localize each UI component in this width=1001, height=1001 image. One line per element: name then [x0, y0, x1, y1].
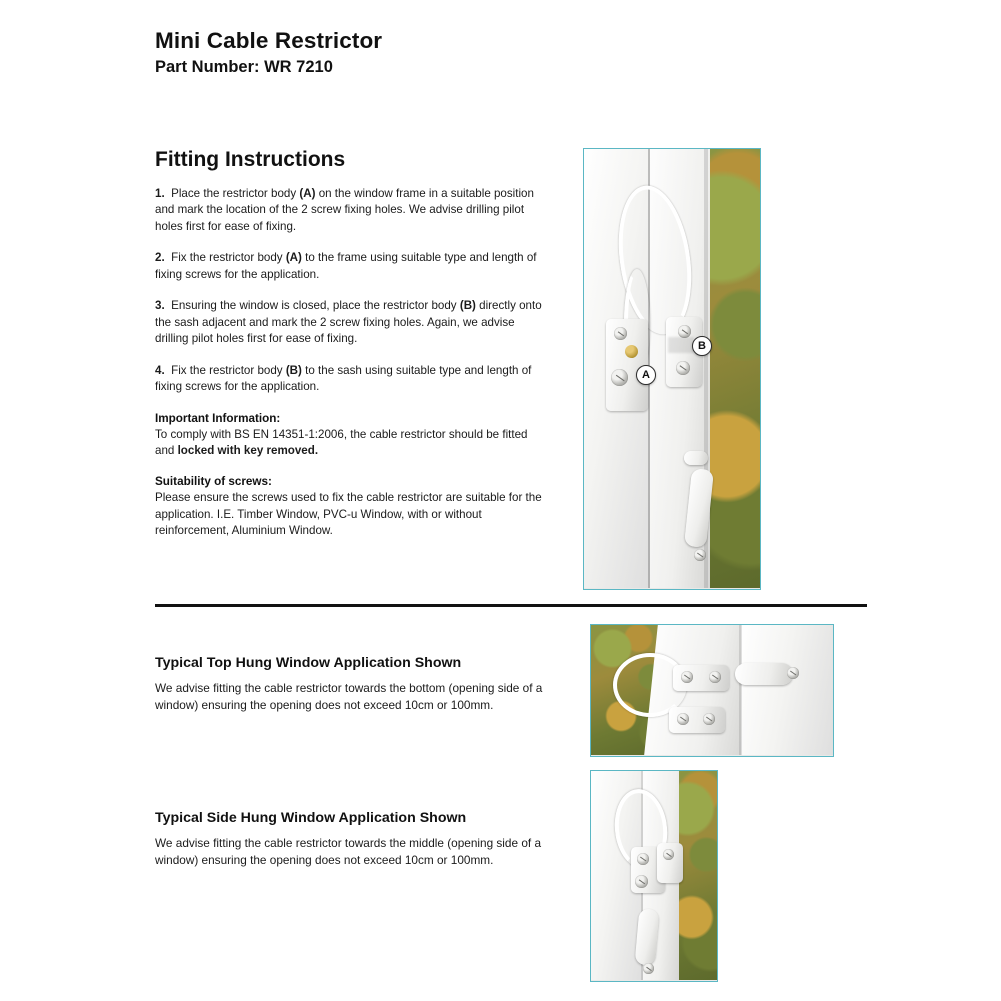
callout-b: B — [692, 336, 712, 356]
suitability-body: Please ensure the screws used to fix the cable restrictor are suitable for the application. I.E. Timber Window, PVC-u Window, with or without reinforcement, Aluminium Window. — [155, 491, 542, 538]
screw-b-bottom — [703, 713, 715, 725]
screw-a-top — [681, 671, 693, 683]
application-examples-section — [155, 655, 555, 965]
top-hung-title: Typical Top Hung Window Application Shown — [155, 655, 462, 671]
step-number: 4. — [155, 363, 165, 377]
key-lock-barrel — [625, 345, 638, 358]
step-text-before: Fix the restrictor body — [171, 363, 286, 377]
step-text-before: Place the restrictor body — [171, 187, 300, 200]
screw-b-bottom — [676, 361, 690, 375]
step-body-label: (A) — [299, 187, 316, 200]
step-number: 3. — [155, 299, 165, 313]
screw-a-bottom — [709, 671, 721, 683]
handle-screw — [643, 963, 654, 974]
foliage-background — [708, 149, 761, 588]
frame-edge-shadow — [739, 625, 742, 755]
handle-screw — [694, 549, 706, 561]
section-heading-fitting-instructions: Fitting Instructions — [155, 148, 346, 171]
step-text-after: on the window frame in a suitable position and mark the location of the 2 screw fixing holes. We advise drilling pilot holes first for ease of fixing. — [155, 187, 534, 233]
side-hung-application-block — [155, 810, 555, 869]
photo-main-content — [584, 149, 760, 589]
handle-screw — [787, 667, 799, 679]
section-divider — [155, 604, 867, 607]
instruction-step-2 — [155, 250, 550, 283]
top-hung-application-block — [155, 655, 555, 714]
step-text-after: to the frame using suitable type and length of fixing screws for the application. — [155, 251, 537, 281]
suitability-of-screws-block — [155, 474, 550, 540]
important-body-bold: locked with key removed. — [177, 444, 319, 458]
photo-top-hung-application — [590, 624, 834, 757]
window-frame-panel — [741, 625, 834, 755]
step-number: 2. — [155, 251, 165, 265]
page-title: Mini Cable Restrictor — [155, 28, 383, 53]
side-hung-title: Typical Side Hung Window Application Shown — [155, 810, 467, 827]
instruction-step-1 — [155, 186, 550, 235]
step-text-after: to the sash using suitable type and length of fixing screws for the application. — [155, 363, 532, 394]
step-text-after: directly onto the sash adjacent and mark the 2 screw fixing holes. Again, we advise drilling pilot holes first for ease of fixing. — [155, 299, 542, 346]
photo-main-restrictor-fitted — [583, 148, 761, 590]
window-handle-base — [684, 451, 708, 465]
screw-a-top — [637, 853, 649, 865]
instruction-step-3 — [155, 298, 550, 347]
screw-a-bottom — [611, 369, 628, 386]
photo-side-hung-application — [590, 770, 718, 982]
body-b-shadow — [668, 337, 694, 353]
fitting-instructions-section — [155, 148, 550, 554]
important-body-before: To comply with BS EN 14351-1:2006, the cable restrictor should be fitted and — [155, 427, 528, 458]
important-information-body — [155, 427, 550, 460]
photo-side-hung-content — [591, 771, 717, 981]
part-number: Part Number: WR 7210 — [155, 57, 333, 76]
instruction-step-4 — [155, 363, 550, 396]
screw-a-top — [614, 327, 627, 340]
step-body-label: (B) — [285, 363, 302, 377]
step-text-before: Ensuring the window is closed, place the restrictor body — [171, 299, 460, 313]
screw-a-bottom — [635, 875, 648, 888]
step-text-before: Fix the restrictor body — [171, 251, 286, 265]
step-body-label: (B) — [459, 299, 476, 313]
top-hung-body: We advise fitting the cable restrictor towards the bottom (opening side of a window) ensuring the opening does not exceed 10cm or 100mm. — [155, 681, 543, 713]
step-number: 1. — [155, 187, 165, 200]
photo-top-hung-content — [591, 625, 833, 756]
document-header — [155, 28, 755, 78]
screw-b-top — [677, 713, 689, 725]
window-handle-lever — [735, 663, 793, 685]
suitability-title: Suitability of screws: — [155, 474, 272, 488]
side-hung-body: We advise fitting the cable restrictor towards the middle (opening side of a window) ensuring the opening does not exceed 10cm or 100mm. — [155, 836, 542, 868]
foliage-background — [677, 771, 718, 980]
screw-b-top — [663, 849, 674, 860]
callout-a: A — [636, 365, 656, 385]
important-information-block — [155, 411, 550, 460]
step-body-label: (A) — [285, 251, 302, 265]
important-information-title: Important Information: — [155, 411, 281, 425]
